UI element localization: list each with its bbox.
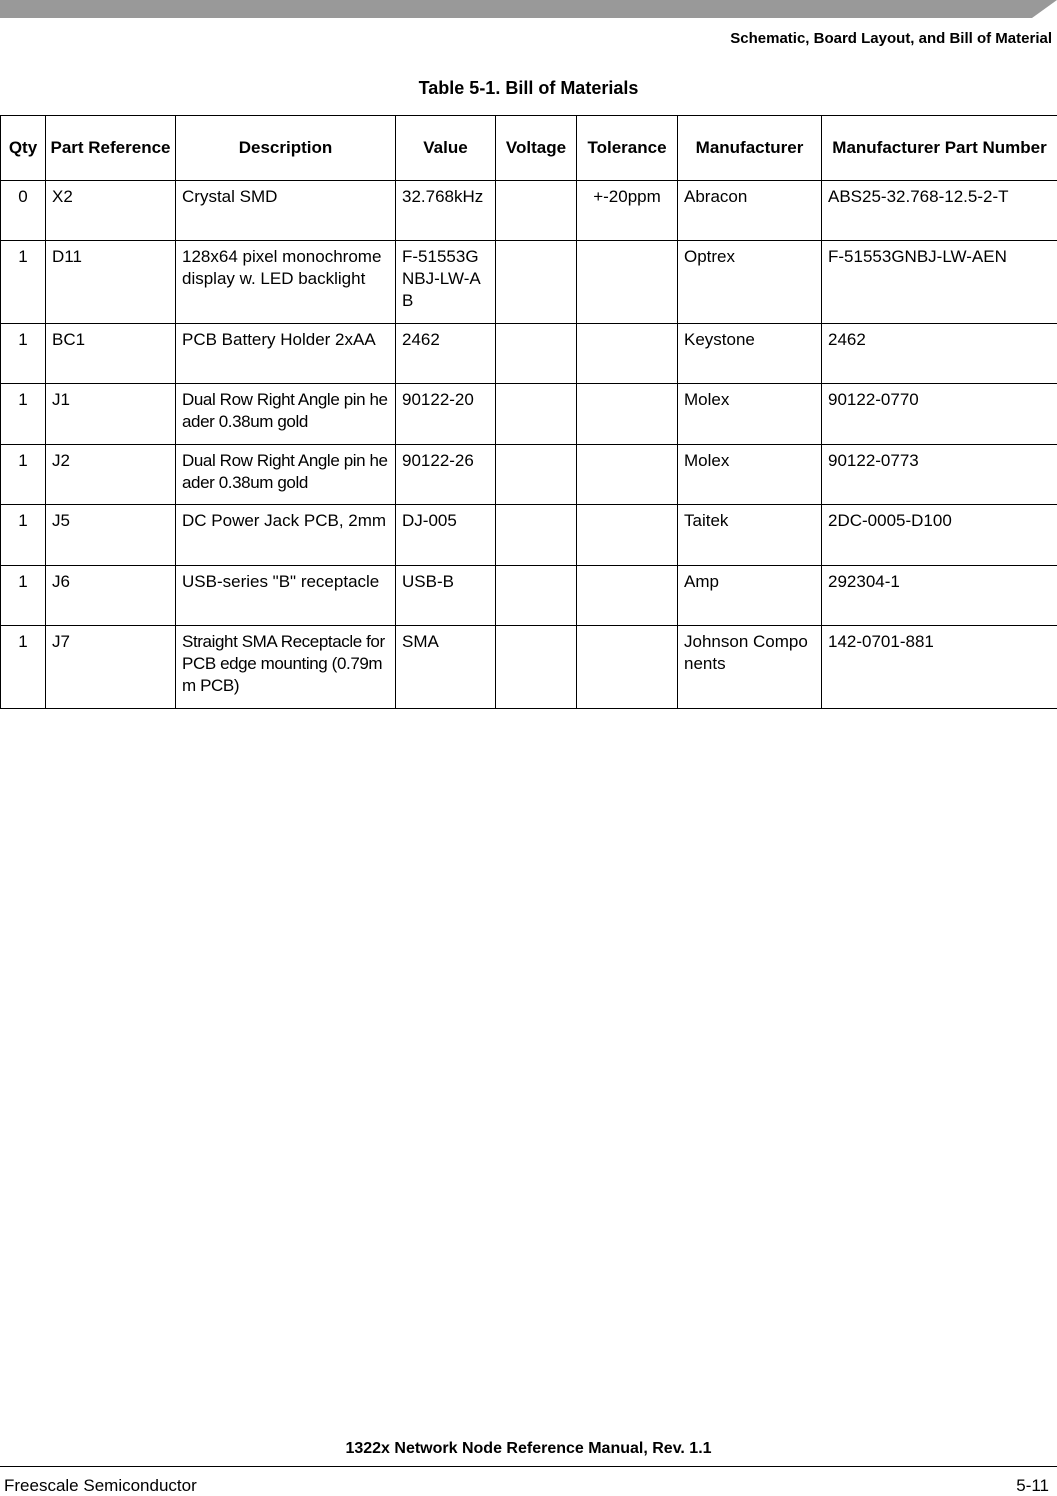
cell-description: 128x64 pixel monochrome display w. LED backlight bbox=[176, 241, 396, 324]
cell-tolerance bbox=[577, 384, 678, 445]
cell-description: PCB Battery Holder 2xAA bbox=[176, 324, 396, 384]
cell-manufacturer-part-number: 90122-0770 bbox=[822, 384, 1057, 445]
cell-qty: 1 bbox=[1, 445, 46, 505]
cell-part-reference: J5 bbox=[46, 505, 176, 566]
cell-qty: 1 bbox=[1, 384, 46, 445]
cell-manufacturer-part-number: ABS25-32.768-12.5-2-T bbox=[822, 181, 1057, 241]
cell-voltage bbox=[496, 324, 577, 384]
cell-description: DC Power Jack PCB, 2mm bbox=[176, 505, 396, 566]
bill-of-materials-table bbox=[0, 115, 1057, 709]
cell-voltage bbox=[496, 626, 577, 709]
table-row bbox=[1, 445, 1057, 505]
manual-title: 1322x Network Node Reference Manual, Rev. 1.1 bbox=[0, 1440, 1057, 1458]
column-header-qty: Qty bbox=[1, 116, 46, 181]
column-header-voltage: Voltage bbox=[496, 116, 577, 181]
cell-manufacturer-part-number: 142-0701-881 bbox=[822, 626, 1057, 709]
cell-manufacturer-part-number: 90122-0773 bbox=[822, 445, 1057, 505]
cell-manufacturer: Optrex bbox=[678, 241, 822, 324]
cell-part-reference: J1 bbox=[46, 384, 176, 445]
table-row bbox=[1, 384, 1057, 445]
column-header-description: Description bbox=[176, 116, 396, 181]
cell-tolerance bbox=[577, 566, 678, 626]
page-number: 5-11 bbox=[1016, 1476, 1049, 1496]
cell-voltage bbox=[496, 566, 577, 626]
cell-description: Straight SMA Receptacle for PCB edge mounting (0.79mm PCB) bbox=[176, 626, 396, 709]
cell-manufacturer: Molex bbox=[678, 445, 822, 505]
cell-qty: 1 bbox=[1, 626, 46, 709]
cell-part-reference: X2 bbox=[46, 181, 176, 241]
cell-value: DJ-005 bbox=[396, 505, 496, 566]
cell-description: Crystal SMD bbox=[176, 181, 396, 241]
table-row bbox=[1, 505, 1057, 566]
cell-voltage bbox=[496, 505, 577, 566]
table-row bbox=[1, 181, 1057, 241]
column-header-tolerance: Tolerance bbox=[577, 116, 678, 181]
cell-qty: 1 bbox=[1, 566, 46, 626]
cell-tolerance bbox=[577, 324, 678, 384]
cell-part-reference: J7 bbox=[46, 626, 176, 709]
cell-manufacturer-part-number: 2DC-0005-D100 bbox=[822, 505, 1057, 566]
cell-value: F-51553GNBJ-LW-AB bbox=[396, 241, 496, 324]
cell-description: Dual Row Right Angle pin header 0.38um gold bbox=[176, 445, 396, 505]
table-row bbox=[1, 566, 1057, 626]
header-bar-shape bbox=[0, 0, 1057, 20]
cell-part-reference: D11 bbox=[46, 241, 176, 324]
cell-voltage bbox=[496, 384, 577, 445]
column-header-manufacturer-part-number: Manufacturer Part Number bbox=[822, 116, 1057, 181]
cell-manufacturer: Keystone bbox=[678, 324, 822, 384]
cell-tolerance bbox=[577, 626, 678, 709]
cell-description: USB-series "B" receptacle bbox=[176, 566, 396, 626]
cell-part-reference: J2 bbox=[46, 445, 176, 505]
cell-value: 2462 bbox=[396, 324, 496, 384]
cell-value: USB-B bbox=[396, 566, 496, 626]
cell-tolerance bbox=[577, 241, 678, 324]
cell-description: Dual Row Right Angle pin header 0.38um gold bbox=[176, 384, 396, 445]
cell-manufacturer-part-number: 2462 bbox=[822, 324, 1057, 384]
table-row bbox=[1, 626, 1057, 709]
cell-qty: 1 bbox=[1, 241, 46, 324]
table-row bbox=[1, 324, 1057, 384]
cell-value: 32.768kHz bbox=[396, 181, 496, 241]
cell-value: SMA bbox=[396, 626, 496, 709]
cell-qty: 1 bbox=[1, 324, 46, 384]
cell-manufacturer: Johnson Components bbox=[678, 626, 822, 709]
cell-tolerance bbox=[577, 505, 678, 566]
cell-manufacturer-part-number: 292304-1 bbox=[822, 566, 1057, 626]
column-header-manufacturer: Manufacturer bbox=[678, 116, 822, 181]
column-header-value: Value bbox=[396, 116, 496, 181]
column-header-part-reference: Part Reference bbox=[46, 116, 176, 181]
cell-qty: 1 bbox=[1, 505, 46, 566]
cell-manufacturer-part-number: F-51553GNBJ-LW-AEN bbox=[822, 241, 1057, 324]
cell-voltage bbox=[496, 181, 577, 241]
cell-tolerance: +-20ppm bbox=[577, 181, 678, 241]
header-bar bbox=[0, 0, 1057, 20]
cell-part-reference: BC1 bbox=[46, 324, 176, 384]
cell-manufacturer: Amp bbox=[678, 566, 822, 626]
cell-part-reference: J6 bbox=[46, 566, 176, 626]
cell-value: 90122-26 bbox=[396, 445, 496, 505]
table-caption: Table 5-1. Bill of Materials bbox=[0, 78, 1057, 99]
cell-manufacturer: Abracon bbox=[678, 181, 822, 241]
running-title: Schematic, Board Layout, and Bill of Material bbox=[730, 30, 1052, 47]
cell-voltage bbox=[496, 445, 577, 505]
company-name: Freescale Semiconductor bbox=[4, 1476, 197, 1496]
cell-value: 90122-20 bbox=[396, 384, 496, 445]
cell-voltage bbox=[496, 241, 577, 324]
cell-manufacturer: Taitek bbox=[678, 505, 822, 566]
cell-qty: 0 bbox=[1, 181, 46, 241]
table-row bbox=[1, 241, 1057, 324]
cell-manufacturer: Molex bbox=[678, 384, 822, 445]
cell-tolerance bbox=[577, 445, 678, 505]
table-header-row bbox=[1, 116, 1057, 181]
footer-divider bbox=[0, 1466, 1057, 1467]
